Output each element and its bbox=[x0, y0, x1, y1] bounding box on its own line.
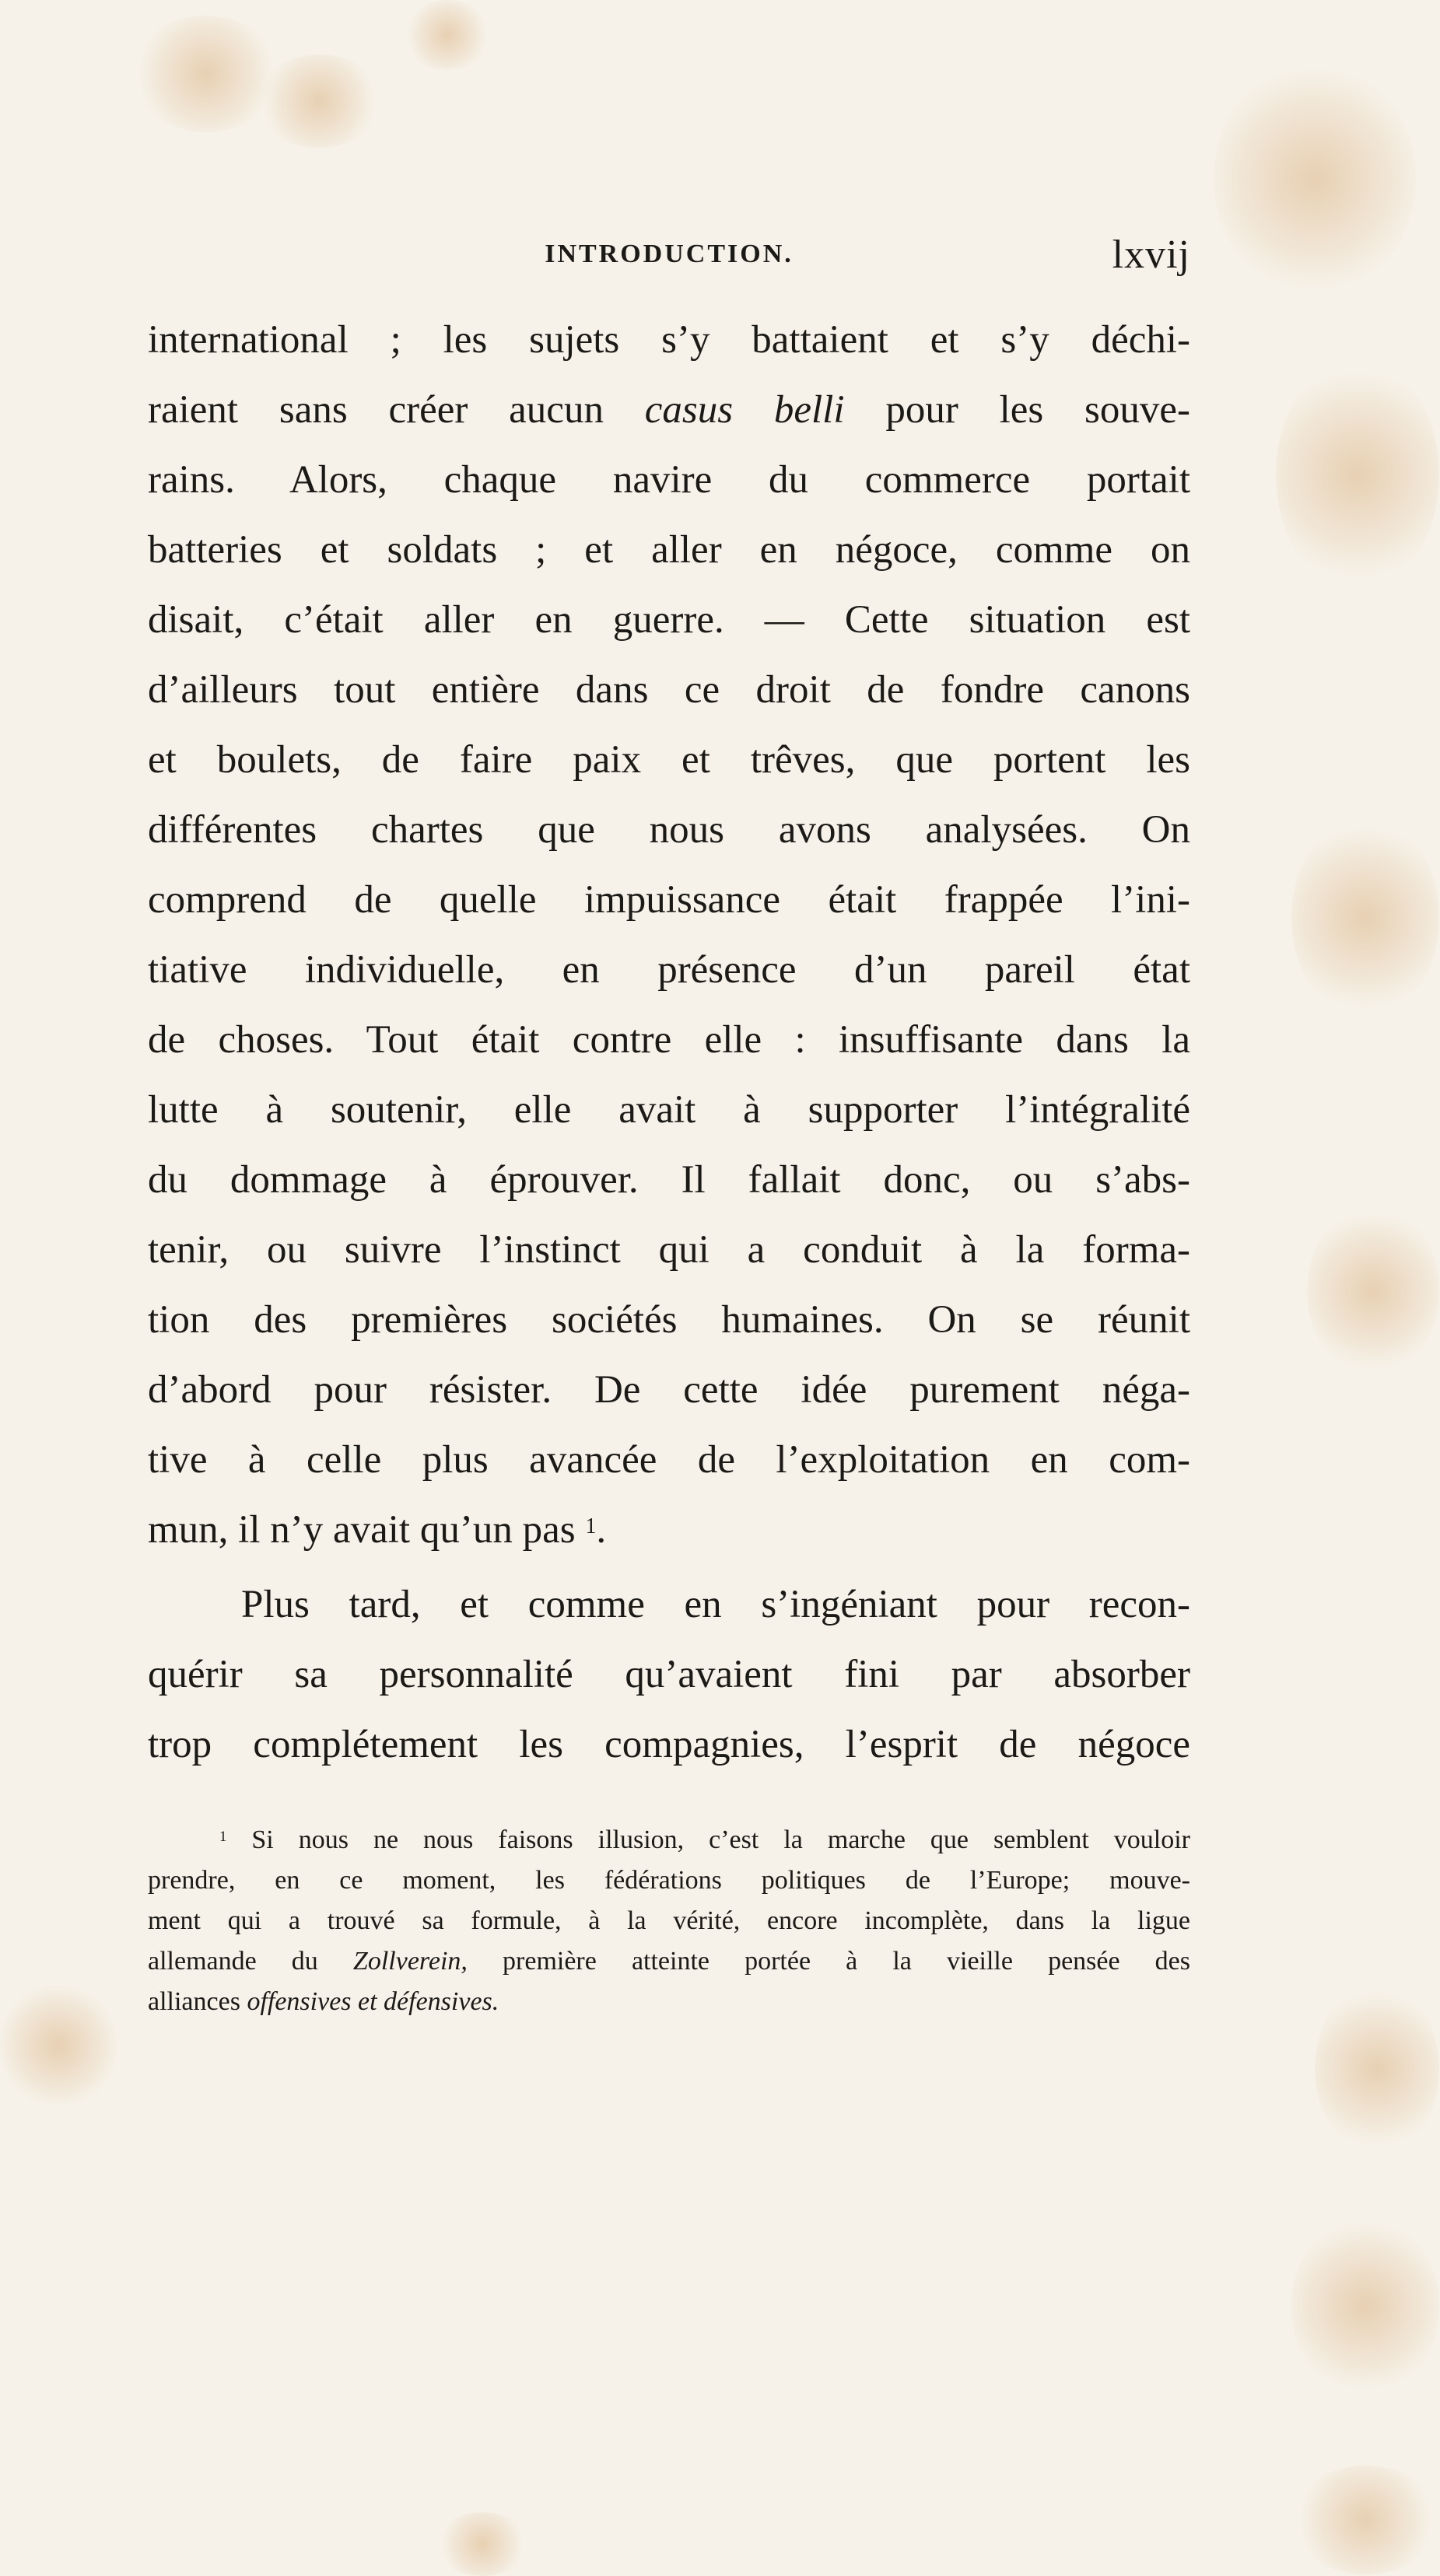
paper-stain bbox=[436, 2512, 529, 2576]
text-line: Plus tard, et comme en s’ingéniant pour recon- bbox=[241, 1583, 1190, 1626]
running-head bbox=[148, 232, 1190, 278]
footnote bbox=[148, 1820, 1190, 2022]
text-line: d’ailleurs tout entière dans ce droit de fondre canons bbox=[148, 668, 1190, 712]
paper-stain bbox=[1291, 817, 1439, 1019]
text-line: et boulets, de faire paix et trêves, que portent les bbox=[148, 738, 1190, 782]
paper-stain bbox=[1307, 1206, 1439, 1377]
paper-stain bbox=[1315, 1983, 1439, 2154]
paper-stain bbox=[1276, 358, 1439, 591]
paper-stain bbox=[257, 54, 381, 148]
page-number: lxvij bbox=[1112, 233, 1190, 277]
text-segment: première atteinte portée à la vieille pensée des bbox=[467, 1947, 1190, 1976]
text-segment: . bbox=[596, 1508, 607, 1552]
text-segment: allemande du bbox=[148, 1947, 353, 1976]
text-segment: Si nous ne nous faisons illusion, c’est la marche que semblent vouloir bbox=[251, 1825, 1190, 1854]
text-line: lutte à soutenir, elle avait à supporter l’intégralité bbox=[148, 1088, 1190, 1132]
text-line: quérir sa personnalité qu’avaient fini par absorber bbox=[148, 1653, 1190, 1696]
text-segment: alliances bbox=[148, 1987, 247, 2016]
footnote-line bbox=[148, 1820, 1190, 1860]
text-line: trop complétement les compagnies, l’esprit de négoce bbox=[148, 1723, 1190, 1766]
footnote-reference: 1 bbox=[585, 1514, 597, 1538]
text-line: comprend de quelle impuissance était frappée l’ini- bbox=[148, 878, 1190, 922]
paper-stain bbox=[0, 1983, 117, 2108]
footnote-line bbox=[148, 1982, 1190, 2022]
text-line: d’abord pour résister. De cette idée purement néga- bbox=[148, 1368, 1190, 1412]
italic-phrase: Zollverein, bbox=[352, 1947, 468, 1976]
italic-phrase: offensives et défensives. bbox=[247, 1987, 499, 2016]
text-line: différentes chartes que nous avons analysées. On bbox=[148, 808, 1190, 852]
text-line: tiative individuelle, en présence d’un pareil état bbox=[148, 948, 1190, 992]
text-line: batteries et soldats ; et aller en négoce, comme on bbox=[148, 528, 1190, 572]
text-line: rains. Alors, chaque navire du commerce portait bbox=[148, 458, 1190, 502]
paper-stain bbox=[132, 16, 280, 132]
text-line: tenir, ou suivre l’instinct qui a conduit à la forma- bbox=[148, 1228, 1190, 1272]
footnote-line: prendre, en ce moment, les fédérations politiques de l’Europe; mouve- bbox=[148, 1866, 1190, 1895]
text-line: tive à celle plus avancée de l’exploitation en com- bbox=[148, 1438, 1190, 1482]
text-line: tion des premières sociétés humaines. On se réunit bbox=[148, 1298, 1190, 1342]
running-title: INTRODUCTION. bbox=[545, 240, 794, 268]
paper-stain bbox=[1214, 62, 1416, 296]
paper-stain bbox=[1291, 2217, 1439, 2396]
main-text bbox=[148, 305, 1190, 1780]
footnote-marker: 1 bbox=[219, 1829, 227, 1845]
text-line bbox=[148, 1495, 1190, 1565]
paper-stain bbox=[405, 0, 490, 70]
text-line: international ; les sujets s’y battaient et s’y déchi- bbox=[148, 318, 1190, 362]
text-line: de choses. Tout était contre elle : insuffisante dans la bbox=[148, 1018, 1190, 1062]
footnote-line bbox=[148, 1941, 1190, 1982]
text-line bbox=[148, 375, 1190, 445]
text-segment: mun, il n’y avait qu’un pas bbox=[148, 1508, 576, 1552]
paper-stain bbox=[1291, 2466, 1439, 2574]
text-line: disait, c’était aller en guerre. — Cette situation est bbox=[148, 598, 1190, 642]
text-line: du dommage à éprouver. Il fallait donc, ou s’abs- bbox=[148, 1158, 1190, 1202]
italic-phrase: casus belli bbox=[644, 388, 845, 432]
text-segment: raient sans créer aucun bbox=[148, 388, 645, 432]
text-segment: pour les souve- bbox=[844, 388, 1191, 432]
footnote-line: ment qui a trouvé sa formule, à la vérité, encore incomplète, dans la ligue bbox=[148, 1906, 1190, 1935]
